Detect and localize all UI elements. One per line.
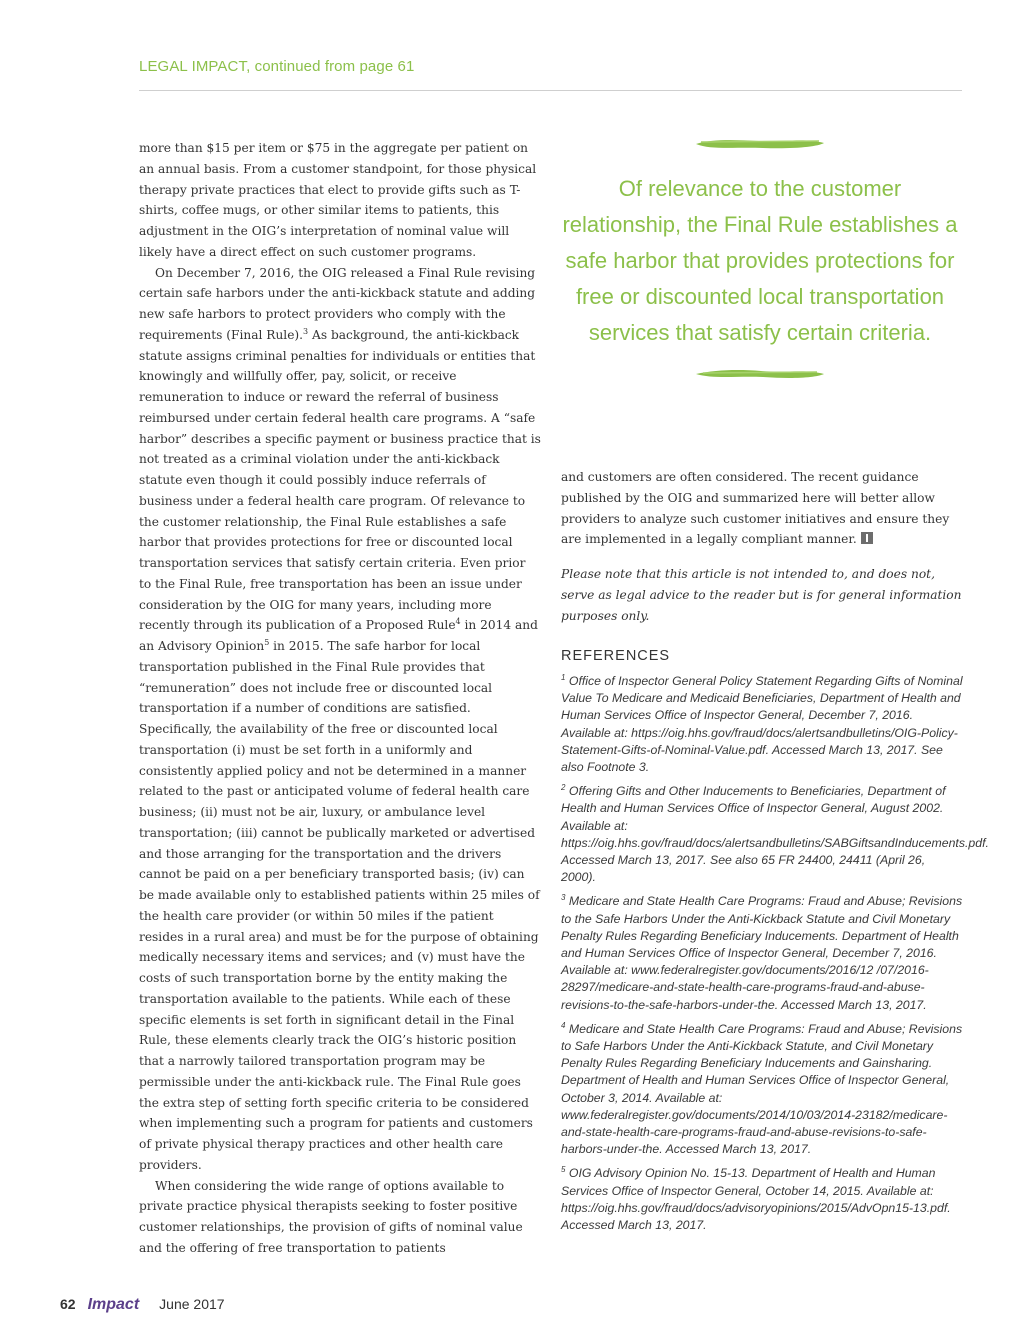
references-list xyxy=(561,672,989,1234)
page-footer xyxy=(60,1296,225,1314)
running-head: LEGAL IMPACT, continued from page 61 xyxy=(139,58,415,75)
page-number: 62 xyxy=(60,1296,76,1312)
left-column xyxy=(139,138,541,1259)
right-column xyxy=(561,467,989,1241)
brush-stroke-bottom-icon xyxy=(693,365,827,383)
footnote-ref-5[interactable]: 5 xyxy=(264,637,270,647)
issue-date: June 2017 xyxy=(159,1296,225,1312)
reference-item: $^3$ Medicare and State Health Care Programs: Fraud and Abuse; Revisions to the Safe Harbors Under the Anti-Kickback Statute and Civil Monetary Penalty Rules Regarding Beneficiary Inducements. Department of Health and Human Services Office of Inspector General, December 7, 2016. Available at: www.federalregister.gov/documents/2016/12 /07/2016-28297/medicare-and-state-health-care-programs-fraud-and-abuse-revisions-to-the-safe-harbors-under-the. Accessed March 13, 2017. xyxy=(561,893,963,1012)
footnote-ref-4[interactable]: 4 xyxy=(455,617,461,627)
references-heading: REFERENCES xyxy=(561,648,671,665)
reference-item: $^1$ Office of Inspector General Policy Statement Regarding Gifts of Nominal Value To Medicare and Medicaid Beneficiaries, Department of Health and Human Services Office of Inspector General, December 7, 2016. Available at: https://oig.hhs.gov/fraud/docs/alertsandbulletins/OIG-Policy-Statement-Gifts-of-Nominal-Value.pdf. Accessed March 13, 2017. See also Footnote 3. xyxy=(561,672,963,775)
reference-item: $^5$ OIG Advisory Opinion No. 15-13. Department of Health and Human Services Office of Inspector General, October 14, 2015. Available at: https://oig.hhs.gov/fraud/docs/advisoryopinions/2015/AdvOpn15-13.pdf. Accessed March 13, 2017. xyxy=(561,1165,951,1233)
header-divider xyxy=(139,90,962,91)
continuation-paragraph: and customers are often considered. The recent guidance published by the OIG and summarized here will better allow providers to analyze such customer initiatives and ensure they are implemented in a legally compliant manner. xyxy=(561,470,950,547)
pull-quote xyxy=(559,135,961,383)
paragraph-1: more than $15 per item or $75 in the aggregate per patient on an annual basis. From a customer standpoint, for those physical therapy private practices that elect to provide gifts such as T-shirts, coffee mugs, or other similar items to patients, this adjustment in the OIG’s interpretation of nominal value will likely have a direct effect on such customer programs. xyxy=(139,141,537,259)
pull-quote-text: Of relevance to the customer relationship, the Final Rule establishes a safe harbor that provides protections for free or discounted local transportation services that satisfy certain criteria. xyxy=(562,176,958,345)
reference-item: $^2$ Offering Gifts and Other Inducements to Beneficiaries, Department of Health and Human Services Office of Inspector General, August 2002. Available at: https://oig.hhs.gov/fraud/docs/alertsandbulletins/SABGiftsandInducements.pdf. Accessed March 13, 2017. See also 65 FR 24400, 24411 (April 26, 2000). xyxy=(561,783,989,885)
paragraph-3: When considering the wide range of options available to private practice physical therapists seeking to foster positive customer relationships, the provision of gifts of nominal value and the offering of free transportation to patients xyxy=(139,1178,523,1255)
brush-stroke-top-icon xyxy=(693,135,827,153)
paragraph-2: On December 7, 2016, the OIG released a Final Rule revising certain safe harbors under the anti-kickback statute and adding new safe harbors to protect providers who comply with the requirements (Final Rule).$^3$ As background, the anti-kickback statute assigns criminal penalties for individuals or entities that knowingly and willfully offer, pay, solicit, or receive remuneration to induce or reward the referral of business reimbursed under certain federal health care programs. A “safe harbor” describes a specific payment or business practice that is not treated as a criminal violation under the anti-kickback statute even though it could possibly induce referrals of business under a federal health care program. Of relevance to the customer relationship, the Final Rule establishes a safe harbor that provides protections for free or discounted local transportation services that satisfy certain criteria. Even prior to the Final Rule, free transportation has been an issue under consideration by the OIG for many years, including more recently through its publication of a Proposed Rule$^4$ in 2014 and an Advisory Opinion$^5$ in 2015. The safe harbor for local transportation published in the Final Rule provides that “remuneration” does not include free or discounted local transportation if a number of conditions are satisfied. Specifically, the availability of the free or discounted local transportation (i) must be set forth in a uniformly and consistently applied policy and not be determined in a manner related to the past or anticipated volume of federal health care business; (ii) must not be air, luxury, or ambulance level transportation; (iii) cannot be publically marketed or advertised and those arranging for the transportation and the drivers cannot be paid on a per beneficiary transported basis; (iv) can be made available only to established patients within 25 miles of the health care provider (or within 50 miles if the patient resides in a rural area) and must be for the purpose of obtaining medically necessary items and services; and (v) must have the costs of such transportation borne by the entity making the transportation available to the patients. While each of these specific elements is set forth in significant detail in the Final Rule, these elements clearly track the OIG’s historic position that a narrowly tailored transportation program may be permissible under the anti-kickback rule. The Final Rule goes the extra step of setting forth specific criteria to be considered when implementing such a program for patients and customers of private physical therapy practices and other health care providers. xyxy=(139,265,541,1172)
reference-item: $^4$ Medicare and State Health Care Programs: Fraud and Abuse; Revisions to Safe Harbors Under the Anti-Kickback Statute, and Civil Monetary Penalty Rules Regarding Beneficiary Inducements and Gainsharing. Department of Health and Human Services Office of Inspector General, October 3, 2014. Available at: www.federalregister.gov/documents/2014/10/03/2014-23182/medicare-and-state-health-care-programs-fraud-and-abuse-revisions-to-safe-harbors-under-the. Accessed March 13, 2017. xyxy=(561,1020,963,1157)
footnote-ref-3[interactable]: 3 xyxy=(303,326,309,336)
magazine-logo: Impact xyxy=(87,1296,140,1313)
disclaimer: Please note that this article is not intended to, and does not, serve as legal advice to the reader but is for general information purposes only. xyxy=(561,567,962,623)
end-of-article-icon xyxy=(861,532,873,544)
